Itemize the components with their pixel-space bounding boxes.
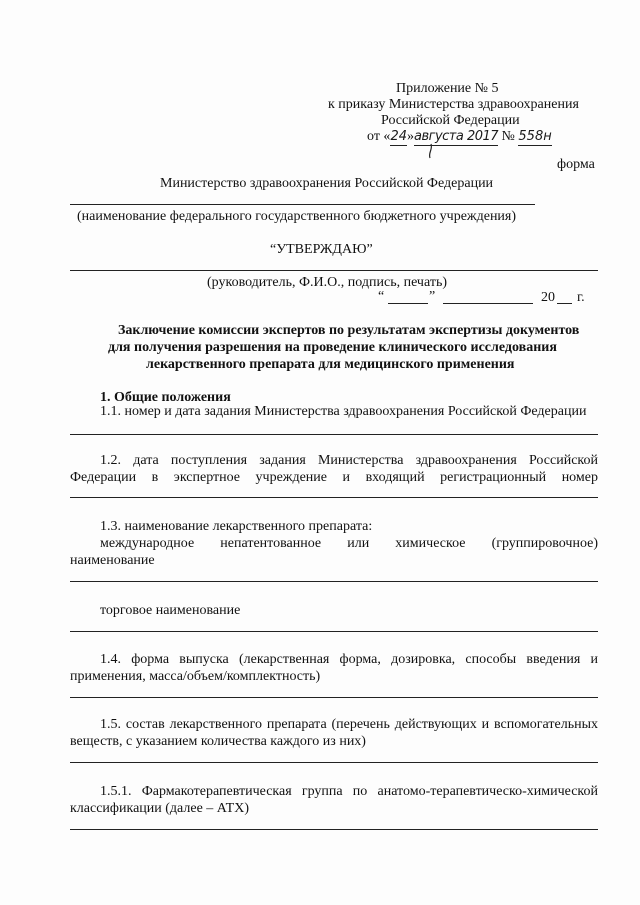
date-mid: »	[406, 129, 414, 144]
trade-name-answer-line	[70, 631, 598, 632]
appendix-number: Приложение № 5	[396, 81, 499, 96]
date-year-prefix: 20	[541, 290, 555, 305]
item-1-5-1-line-2: классификации (далее – АТХ)	[70, 801, 250, 816]
ministry-name: Министерство здравоохранения Российской Федерации	[160, 176, 494, 191]
title-line-3: лекарственного препарата для медицинского применения	[146, 357, 515, 372]
date-open-quote: “	[378, 289, 385, 304]
item-1-2-line-2: Федерации в экспертное учреждение и входящий регистрационный номер	[70, 470, 598, 485]
item-1-5-line-2: веществ, с указанием количества каждого из них)	[70, 734, 366, 749]
trade-name-label: торговое наименование	[100, 603, 241, 618]
date-year-line	[557, 303, 572, 304]
item-1-4-line-2: применения, масса/объем/комплектность)	[70, 669, 321, 684]
head-caption: (руководитель, Ф.И.О., подпись, печать)	[207, 275, 447, 290]
item-1-3-answer-line	[70, 581, 598, 582]
date-month-line	[443, 303, 533, 304]
item-1-4-line-1: 1.4. форма выпуска (лекарственная форма, дозировка, способы введения и	[100, 652, 598, 667]
item-1-3-line-3: наименование	[70, 553, 155, 568]
handwritten-month-year: августа 2017	[413, 129, 499, 144]
institution-caption: (наименование федерального государственного бюджетного учреждения)	[77, 209, 517, 224]
institution-line	[70, 204, 535, 205]
item-1-2-answer-line	[70, 497, 598, 498]
handwritten-day: 24	[390, 129, 407, 144]
item-1-5-line-1: 1.5. состав лекарственного препарата (перечень действующих и вспомогательных	[100, 717, 598, 732]
appendix-order-ref: к приказу Министерства здравоохранения	[328, 97, 579, 112]
number-prefix: №	[501, 129, 515, 144]
item-1-3-line-1: 1.3. наименование лекарственного препарата:	[100, 519, 373, 534]
head-signature-line	[70, 270, 598, 271]
item-1-4-answer-line	[70, 697, 598, 698]
item-1-1: 1.1. номер и дата задания Министерства здравоохранения Российской Федерации	[100, 404, 587, 419]
item-1-2-line-1: 1.2. дата поступления задания Министерства здравоохранения Российской	[100, 453, 598, 468]
item-1-3-line-2: международное непатентованное или химическое (группировочное)	[100, 536, 598, 551]
date-prefix: от «	[367, 129, 391, 144]
item-1-1-answer-line	[70, 434, 598, 435]
appendix-federation: Российской Федерации	[381, 113, 520, 128]
date-close-quote: ”	[429, 289, 436, 304]
handwritten-order-number: 558н	[518, 129, 552, 144]
title-line-2: для получения разрешения на проведение клинического исследования	[108, 340, 557, 355]
item-1-5-1-answer-line	[70, 829, 598, 830]
handwritten-stroke-icon	[424, 143, 438, 159]
item-1-5-1-line-1: 1.5.1. Фармакотерапевтическая группа по анатомо-терапевтическо-химической	[100, 784, 598, 799]
approve-stamp: “УТВЕРЖДАЮ”	[270, 242, 373, 257]
item-1-5-answer-line	[70, 762, 598, 763]
title-line-1: Заключение комиссии экспертов по результатам экспертизы документов	[118, 323, 580, 338]
form-label: форма	[557, 157, 595, 172]
section-1-heading: 1. Общие положения	[100, 390, 231, 405]
date-day-line	[388, 303, 428, 304]
appendix-date-line	[367, 128, 552, 146]
date-year-suffix: г.	[577, 290, 585, 305]
